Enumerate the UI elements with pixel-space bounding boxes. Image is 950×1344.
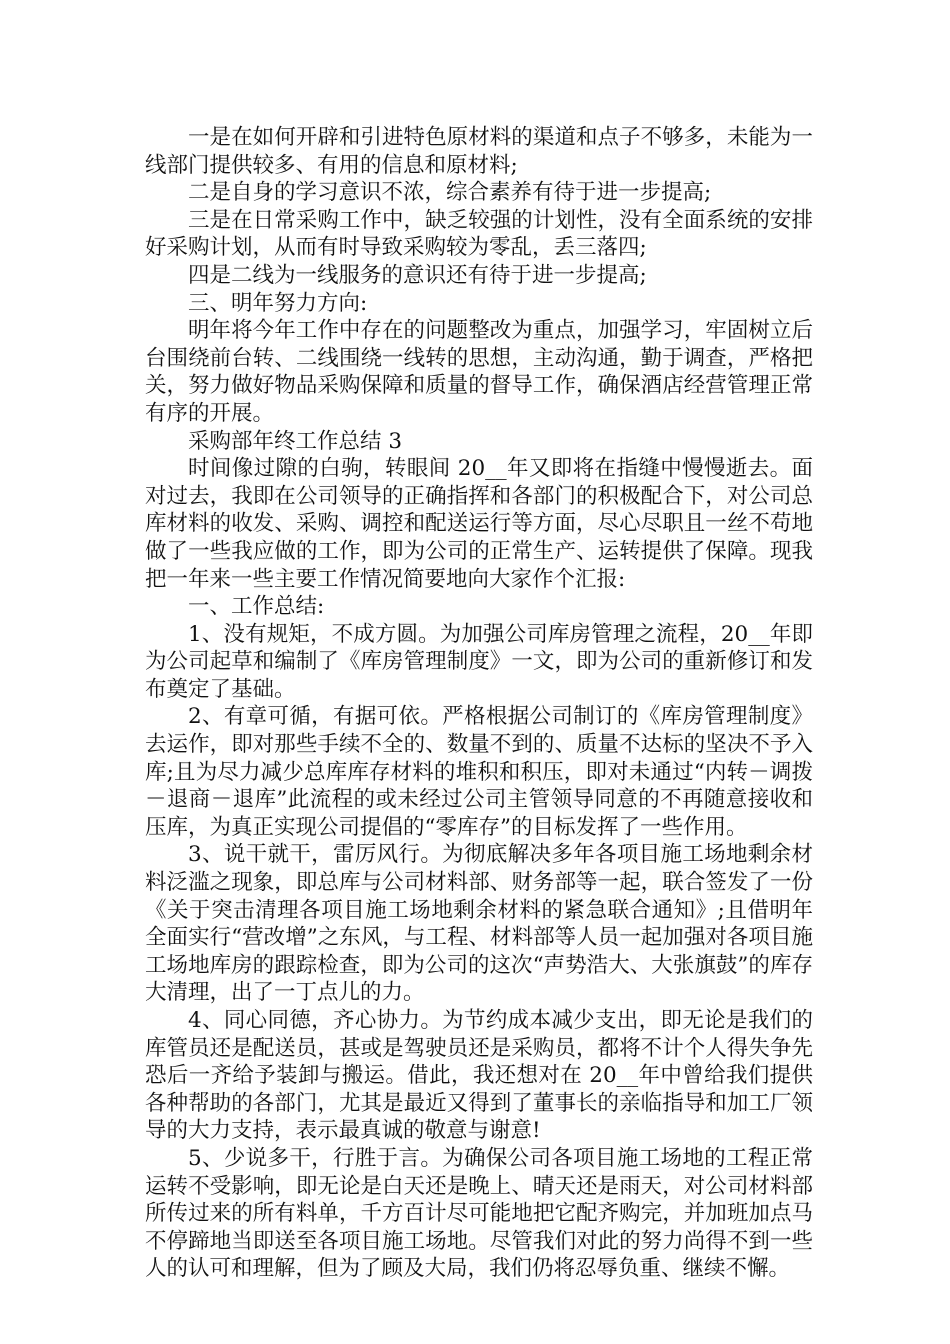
section-heading-next-year: 三、明年努力方向: [188,290,368,316]
paragraph-point-3: 3、说干就干，雷厉风行。为彻底解决多年各项目施工场地剩余材料泛滥之现象，即总库与公司材料部、财务部等一起，联合签发了一份《关于突击清理各项目施工场地剩余材料的紧急联合通知》;且借明年全面实行“营改增”之东风，与工程、材料部等人员一起加强对各项目施工场地库房的跟踪检查，即为公司的这次“声势浩大、大张旗鼓”的库存大清理，出了一丁点儿的力。 [145,842,813,1006]
paragraph-issue-4: 四是二线为一线服务的意识还有待于进一步提高; [188,262,647,288]
paragraph-point-4: 4、同心同德，齐心协力。为节约成本减少支出，即无论是我们的库管员还是配送员，甚或是驾驶员还是采购员，都将不计个人得失争先恐后一齐给予装卸与搬运。借此，我还想对在 20__年中曾给我们提供各种帮助的各部门，尤其是最近又得到了董事长的亲临指导和加工厂领导的大力支持，表示最真诚的敬意与谢意! [145,1008,813,1144]
paragraph-point-2: 2、有章可循，有据可依。严格根据公司制订的《库房管理制度》去运作，即对那些手续不全的、数量不到的、质量不达标的坚决不予入库;且为尽力减少总库库存材料的堆积和积压，即对未通过“内转－调拨－退商－退库”此流程的或未经过公司主管领导同意的不再随意接收和压库，为真正实现公司提倡的“零库存”的目标发挥了一些作用。 [145,704,813,840]
section-heading-work-summary: 一、工作总结: [188,594,325,620]
document-body [145,124,813,1283]
paragraph-point-1: 1、没有规矩，不成方圆。为加强公司库房管理之流程，20__年即为公司起草和编制了《库房管理制度》一文，即为公司的重新修订和发布奠定了基础。 [145,621,813,702]
paragraph-next-year-plan: 明年将今年工作中存在的问题整改为重点，加强学习，牢固树立后台围绕前台转、二线围绕一线转的思想，主动沟通，勤于调查，严格把关，努力做好物品采购保障和质量的督导工作，确保酒店经营管理正常有序的开展。 [145,318,813,426]
paragraph-point-5: 5、少说多干，行胜于言。为确保公司各项目施工场地的工程正常运转不受影响，即无论是白天还是晚上、晴天还是雨天，对公司材料部所传过来的所有料单，千方百计尽可能地把它配齐购完，并加班加点马不停蹄地当即送至各项目施工场地。尽管我们对此的努力尚得不到一些人的认可和理解，但为了顾及大局，我们仍将忍辱负重、继续不懈。 [145,1145,813,1282]
article-title-summary-3: 采购部年终工作总结 3 [188,428,403,454]
paragraph-issue-2: 二是自身的学习意识不浓，综合素养有待于进一步提高; [188,180,712,206]
paragraph-issue-3: 三是在日常采购工作中，缺乏较强的计划性，没有全面系统的安排好采购计划，从而有时导致采购较为零乱，丢三落四; [145,207,813,261]
paragraph-issue-1: 一是在如何开辟和引进特色原材料的渠道和点子不够多，未能为一线部门提供较多、有用的信息和原材料; [145,125,813,178]
paragraph-intro: 时间像过隙的白驹，转眼间 20__年又即将在指缝中慢慢逝去。面对过去，我即在公司领导的正确指挥和各部门的积极配合下，对公司总库材料的收发、采购、调控和配送运行等方面，尽心尽职且一丝不苟地做了一些我应做的工作，即为公司的正常生产、运转提供了保障。现我把一年来一些主要工作情况简要地向大家作个汇报: [145,456,813,592]
